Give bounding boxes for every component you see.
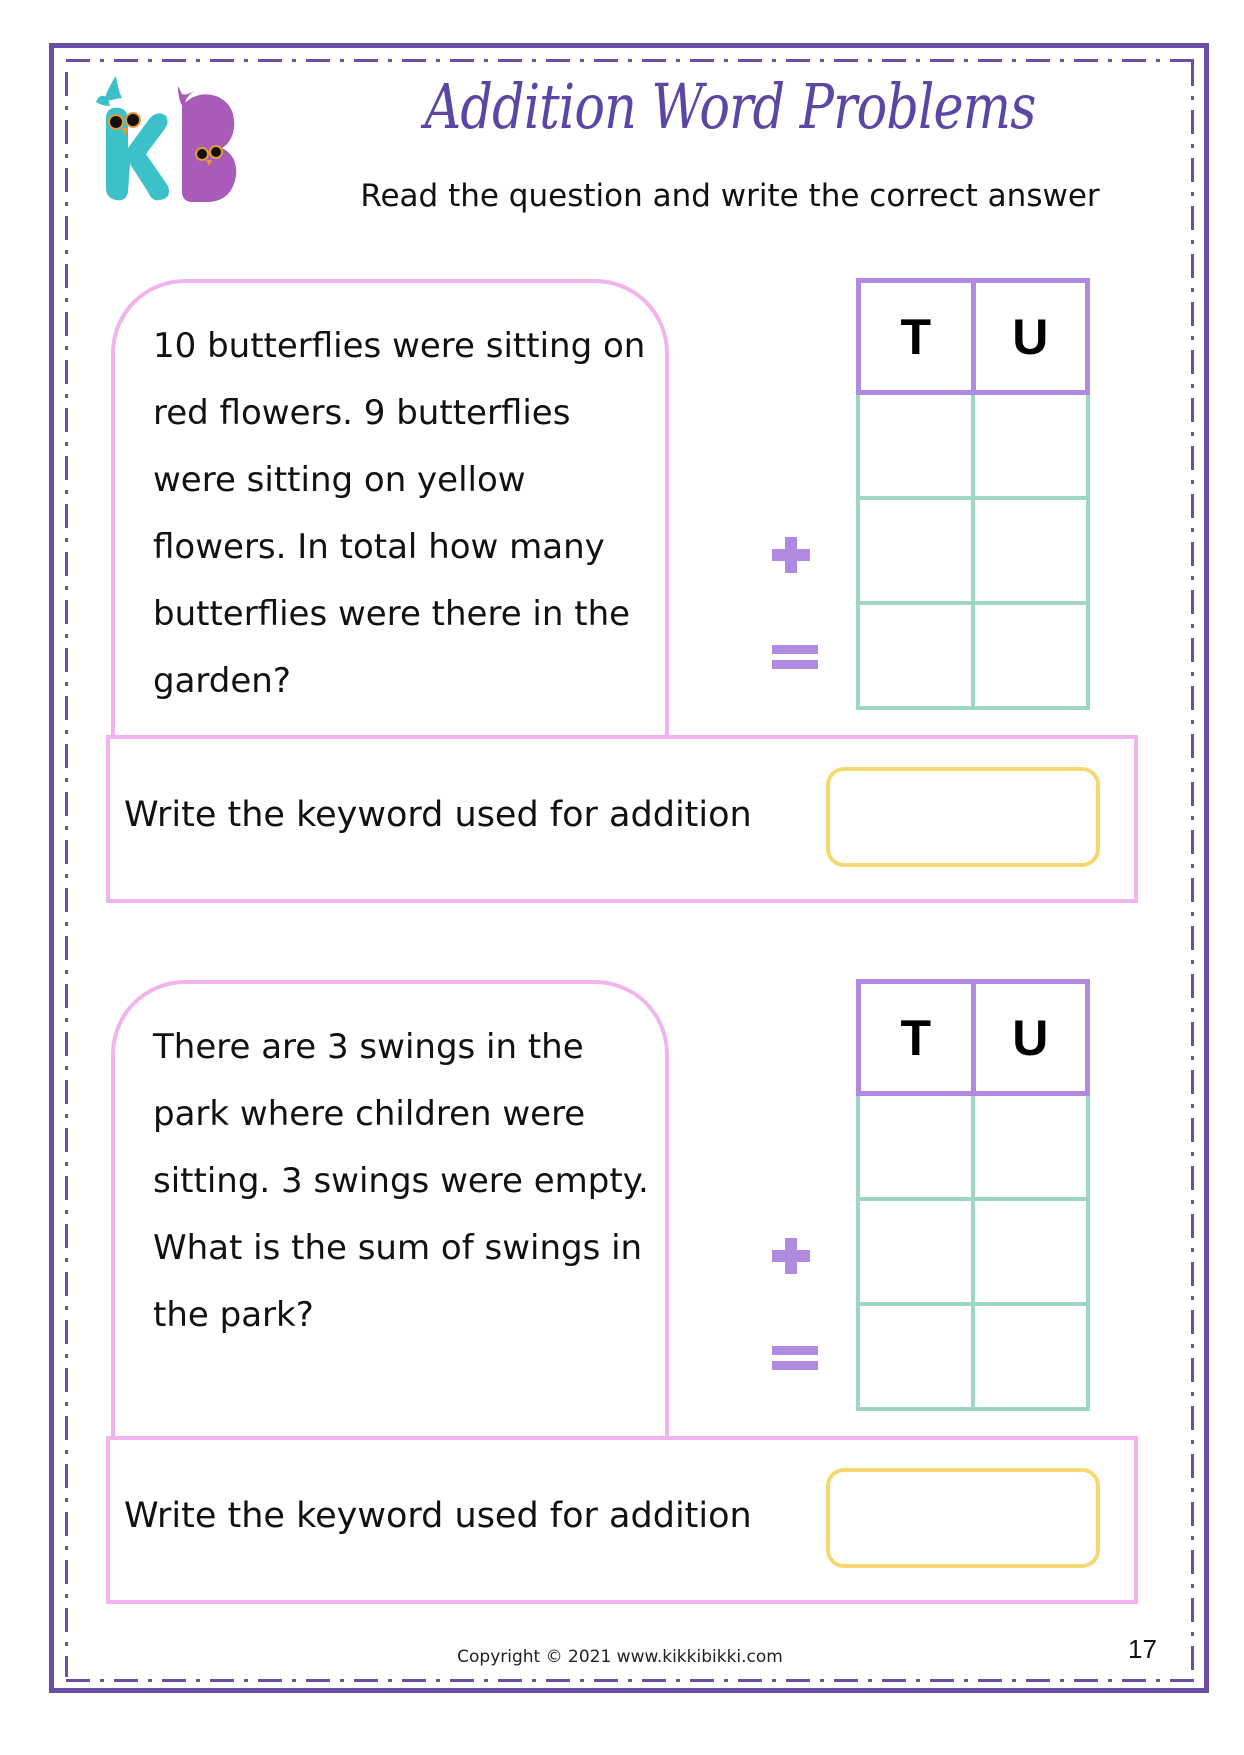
keyword-box-1 — [106, 735, 1138, 903]
grid-header — [856, 979, 1090, 1096]
plus-icon — [772, 537, 810, 573]
keyword-answer-field[interactable] — [826, 1468, 1100, 1568]
place-value-grid-1 — [856, 278, 1090, 710]
tens-cell[interactable] — [860, 500, 971, 601]
tens-cell[interactable] — [860, 395, 971, 496]
place-value-grid-2 — [856, 979, 1090, 1411]
tens-header: T — [900, 1009, 932, 1066]
grid-body — [856, 1096, 1090, 1411]
copyright-notice: Copyright © 2021 www.kikkibikki.com — [457, 1647, 783, 1667]
tens-cell[interactable] — [860, 1201, 971, 1302]
grid-row-addend-2 — [860, 1197, 1086, 1302]
tens-cell[interactable] — [860, 605, 971, 706]
units-cell[interactable] — [971, 395, 1086, 496]
keyword-label: Write the keyword used for addition — [124, 1496, 752, 1536]
question-text-1: 10 butterflies were sitting on red flowers. 9 butterflies were sitting on yellow flowers. In total how many butterflies were there in the garden? — [153, 326, 646, 701]
kikkibikki-logo — [86, 76, 246, 214]
grid-row-sum — [860, 1302, 1086, 1407]
units-cell[interactable] — [971, 500, 1086, 601]
units-cell[interactable] — [971, 1201, 1086, 1302]
dashed-border-left — [65, 72, 68, 1677]
logo-icon — [86, 76, 246, 214]
units-cell[interactable] — [971, 1306, 1086, 1407]
keyword-label: Write the keyword used for addition — [124, 795, 752, 835]
question-box-2 — [111, 980, 669, 1436]
grid-row-addend-1 — [860, 1096, 1086, 1197]
grid-row-sum — [860, 601, 1086, 706]
tens-cell[interactable] — [860, 1306, 971, 1407]
question-text-2: There are 3 swings in the park where children were sitting. 3 swings were empty. What is the sum of swings in the park? — [153, 1027, 649, 1335]
units-header: U — [971, 984, 1086, 1091]
tens-header: T — [900, 308, 932, 365]
question-box-1 — [111, 279, 669, 735]
page-title: Addition Word Problems — [424, 70, 1036, 143]
tens-cell[interactable] — [860, 1096, 971, 1197]
keyword-answer-field[interactable] — [826, 767, 1100, 867]
dashed-border-top — [66, 59, 1194, 62]
page-number: 17 — [1128, 1634, 1157, 1664]
grid-row-addend-2 — [860, 496, 1086, 601]
keyword-box-2 — [106, 1436, 1138, 1604]
page-instructions: Read the question and write the correct answer — [360, 178, 1100, 214]
grid-body — [856, 395, 1090, 710]
units-header: U — [971, 283, 1086, 390]
units-cell[interactable] — [971, 605, 1086, 706]
dashed-border-bottom — [66, 1679, 1194, 1682]
equals-icon — [772, 645, 818, 669]
units-cell[interactable] — [971, 1096, 1086, 1197]
grid-header — [856, 278, 1090, 395]
plus-icon — [772, 1238, 810, 1274]
grid-row-addend-1 — [860, 395, 1086, 496]
equals-icon — [772, 1346, 818, 1370]
dashed-border-right — [1191, 62, 1194, 1677]
